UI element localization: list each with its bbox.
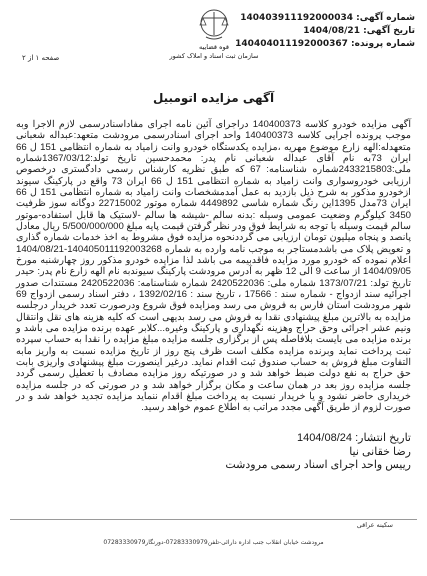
emblem-caption-line2: سازمان ثبت اسناد و املاک کشور <box>169 52 259 60</box>
ad-date-row <box>235 25 415 38</box>
file-number-row <box>235 38 415 51</box>
signer-name: رضا خقانی نیا <box>349 445 411 458</box>
footer-address: مرودشت خیابان انقلاب جنب اداره دارائی-تلفن07283330979-دورنگار07283330979 <box>103 539 324 546</box>
scales-emblem-icon <box>192 8 236 42</box>
ad-date-label: تاریخ آگهی: <box>363 26 415 36</box>
ad-date: 1404/08/21 <box>303 26 360 36</box>
auction-notice-body <box>16 119 411 414</box>
seal-label: سکینه عراقی <box>356 521 393 529</box>
signature-block <box>225 432 411 473</box>
ad-number-label: شماره آگهی: <box>356 13 415 23</box>
ad-number: 140403911192000034 <box>240 13 353 23</box>
document-meta <box>235 12 415 51</box>
file-number-label: شماره پرونده: <box>351 39 415 49</box>
ad-number-row <box>235 12 415 25</box>
footer-divider <box>10 519 417 520</box>
signer-position: رییس واحد اجرای اسناد رسمی مرودشت <box>225 459 411 471</box>
page-indicator: صفحه ۱ از ۲ <box>22 54 60 62</box>
judiciary-emblem <box>168 8 260 60</box>
publication-date: تاریخ انتشار: 1404/08/24 <box>296 432 411 444</box>
document-title: آگهی مزایده اتومبیل <box>152 91 275 105</box>
auction-notice-text: آگهی مزایده خودرو کلاسه 140400373 دراجرای آئین نامه اجرای مفاداسنادرسمی لازم الاجرا وبه موجب پرونده اجرایی کلاسه 140400373 واحد اجرای اسنادرسمی مرودشت متعهد:عبداله شعبانی متعهدله:الهه زارع موضوع مهریه ،مزایده یکدستگاه خودرو وانت زامیاد به شماره انتظامی 151 ل 66 ایران 73به نام آقای عبداله شعبانی نام پدر: محمدحسین تاریخ تولد:1367/03/12شماره ملی:2433215803شماره شناسنامه: 67 که طبق نظریه کارشناس رسمی دادگستری درخصوص ارزیابی خودروسواری وانت زامیاد به شماره انتظامی 151 ل 66 ایران 73 واقع در پارکینگ سیوند ازخودرو مذکور به شرح ذیل بازدید به عمل آمدمشخصات وانت زامیاد به شماره انتظامی 151 ل 66 ایران 73مدل 1395این رنگ شماره شاسی 4449892 شماره موتور 22715002 دوگانه سوز ظرفیت 3450 کیلوگرم وضعیت عمومی وسیله :بدنه سالم -شیشه ها سالم -لاستیک ها قابل استفاده-موتور سالم قیمت وسیله با توجه به شرایط فوق ودر نظر گرفتن قیمت پایه مبلغ 5/500/000/000 ریال معادل پانصد و پنجاه میلیون تومان ارزیابی می گرددنحوه مزایده فوق مشروط به اخذ خدمات شماره گذاری و تعویض پلاک می باشدمستاجر به موجب نامه وارده به شماره 140405011192003268-1404/08/21 اعلام نموده که خودرو مورد مزایده فاقدبیمه می باشد لذا مزایده خودرو مذکور روز چهارشنبه مورخ 1404/09/05 از ساعت 9 الی 12 ظهر به آدرس مرودشت پارکینگ سیوندبه نام الهه زارع نام پدر: حیدر تاریخ تولد: 1373/07/21 شماره ملی: 2420522036 شماره شناسنامه: 2420522036 مستندات صدور اجرائیه سند ازدواج - شماره سند : 17566 ، تاریخ سند : 1392/02/16 ، دفتر اسناد رسمی ازدواج 69 شهر مرودشت استان فارس به فروش می رسد ومزایده فوق شروع ودرصورت تعدد خریدار درجلسه مزایده به بالاترین مبلغ پیشنهادی نقدا به فروش می رسد بدیهی است که کلیه هزینه های نقل وانتقال ونیم عشر اجرائی وحق حراج وهزینه نگهداری و پارکینگ وغیره...کلابر عهده برنده مزایده می باشد و برنده مزایده می بایست بلافاصله پس از برگزاری جلسه مزایده مبلغ مزایده را نقدا به حساب سپرده ثبت پرداخت نماید وبرنده مزایده مکلف است ظرف پنج روز از تاریخ مزایده نسبت به واریز مابه التفاوت مبلغ فروش به حساب صندوق ثبت اقدام نماید. درغیر اینصورت مبلغ پیشنهادی واریزی بابت حق حراج به نفع دولت ضبط خواهد شد و در صورتیکه روز مزایده مصادف با تعطیل رسمی گردد جلسه مزایده روز بعد در همان ساعت و مکان برگزار خواهد شد و در صورتی که در جلسه مزایده خریداری حاضر نشود و یا خریدار نسبت به پرداخت مبلغ اقدام ننماید مزایده تجدید خواهد شد و در صورت لزوم از طریق آگهی مجدد مراتب به اطلاع عموم خواهد رسید. <box>16 119 411 414</box>
emblem-caption-line1: قوه قضاییه <box>199 43 229 51</box>
file-number: 140404011192000367 <box>235 39 348 49</box>
